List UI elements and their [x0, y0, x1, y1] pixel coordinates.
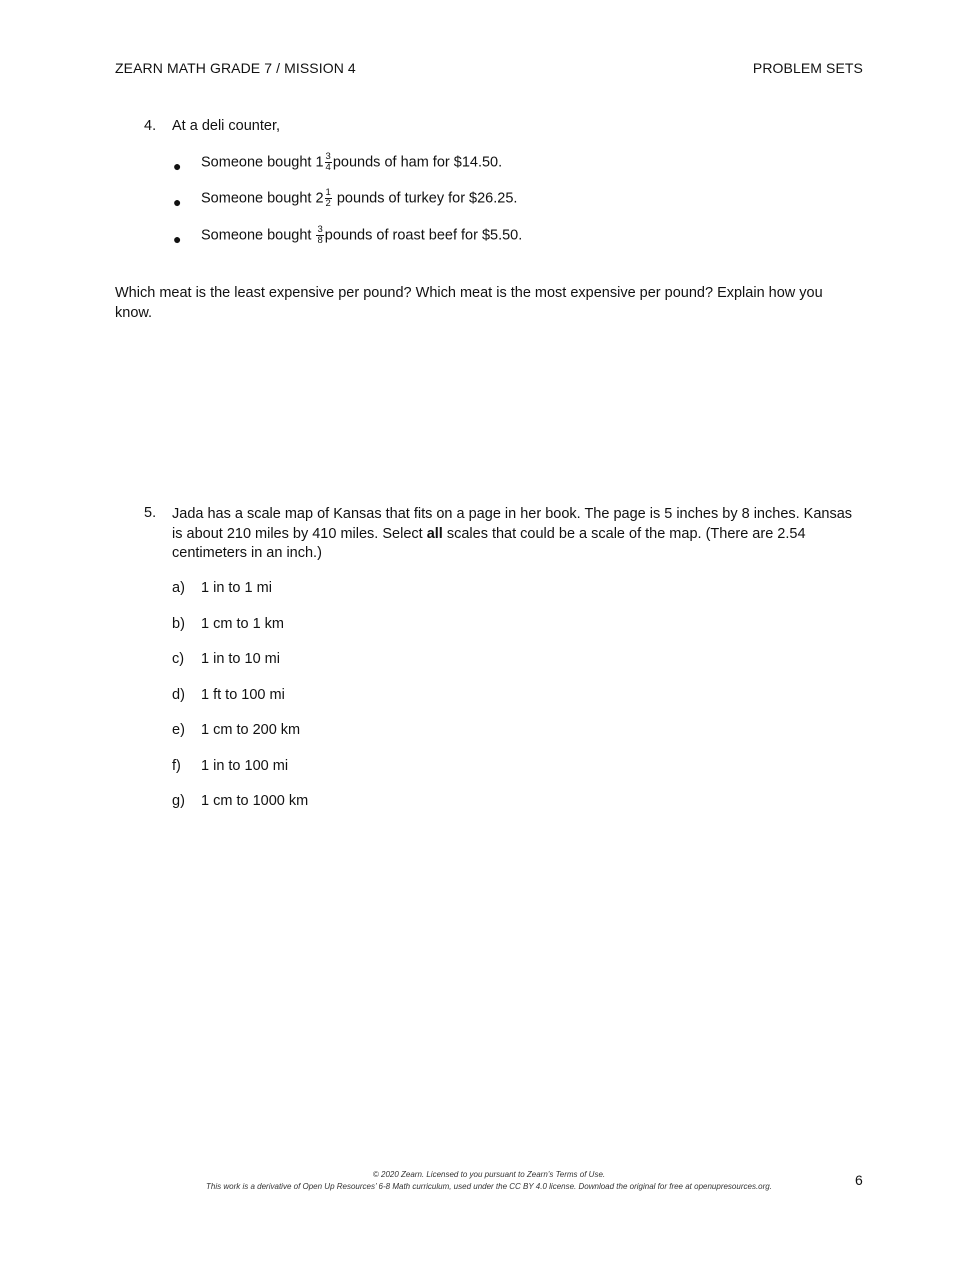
option-text: 1 in to 10 mi [201, 651, 280, 667]
option-label: a) [172, 580, 185, 596]
option-label: f) [172, 758, 181, 774]
bullet-text: pounds of roast beef for $5.50. [324, 227, 523, 244]
fraction [316, 225, 323, 246]
bullet-dot: ● [173, 194, 182, 210]
option-text: 1 cm to 1000 km [201, 793, 309, 809]
option-text: 1 in to 100 mi [201, 758, 289, 774]
bullet-dot: ● [173, 231, 182, 247]
fraction-denominator: 2 [325, 198, 331, 209]
bullet-dot: ● [173, 158, 182, 174]
problem-5-number: 5. [144, 505, 157, 521]
problem-5-text [172, 505, 857, 564]
problem-4-question: Which meat is the least expensive per pound? Which meat is the most expensive per pound? Explain how you know. [115, 285, 823, 321]
fraction-numerator: 1 [325, 187, 331, 198]
bullet-text: pounds of turkey for $26.25. [332, 190, 518, 207]
problem-4-intro: At a deli counter, [172, 118, 281, 134]
problem-5-bold-word: all [426, 525, 443, 542]
option-text: 1 cm to 200 km [201, 722, 301, 738]
page-number: 6 [855, 1172, 863, 1188]
problem-5-text-part: scales that could be a scale of the map. (There are 2.54 centimeters in an inch.) [172, 525, 806, 561]
bullet-text: pounds of ham for $14.50. [332, 154, 503, 171]
header-title: ZEARN MATH GRADE 7 / MISSION 4 [115, 60, 356, 76]
option-label: e) [172, 722, 185, 738]
fraction [325, 152, 332, 173]
problem-4-number: 4. [144, 118, 157, 134]
option-text: 1 ft to 100 mi [201, 687, 285, 703]
bullet-item-turkey [201, 188, 517, 209]
option-label: b) [172, 616, 185, 632]
fraction-denominator: 4 [325, 162, 331, 173]
bullet-item-ham [201, 152, 502, 173]
fraction [325, 188, 332, 209]
footer-license [150, 1169, 828, 1192]
fraction-denominator: 8 [317, 235, 323, 246]
bullet-item-roast-beef [201, 225, 522, 246]
footer-line-1: © 2020 Zearn. Licensed to you pursuant to Zearn’s Terms of Use. [372, 1170, 606, 1179]
bullet-text: Someone bought 1 [201, 154, 324, 171]
option-label: g) [172, 793, 185, 809]
option-label: d) [172, 687, 185, 703]
option-text: 1 cm to 1 km [201, 616, 284, 632]
bullet-text: Someone bought 2 [201, 190, 324, 207]
option-text: 1 in to 1 mi [201, 580, 272, 596]
header-section: PROBLEM SETS [752, 60, 863, 76]
fraction-numerator: 3 [325, 151, 331, 162]
bullet-text: Someone bought [201, 227, 316, 244]
option-label: c) [172, 651, 185, 667]
problem-5-text-part: Jada has a scale map of Kansas that fits on a page in her book. The page is 5 inches by 8 inches. Kansas is about 210 miles by 410 miles. Select [172, 506, 853, 542]
fraction-numerator: 3 [317, 224, 323, 235]
footer-line-2: This work is a derivative of Open Up Resources’ 6-8 Math curriculum, used under the CC BY 4.0 license. Download the original for free at openupresources.org. [206, 1181, 772, 1191]
